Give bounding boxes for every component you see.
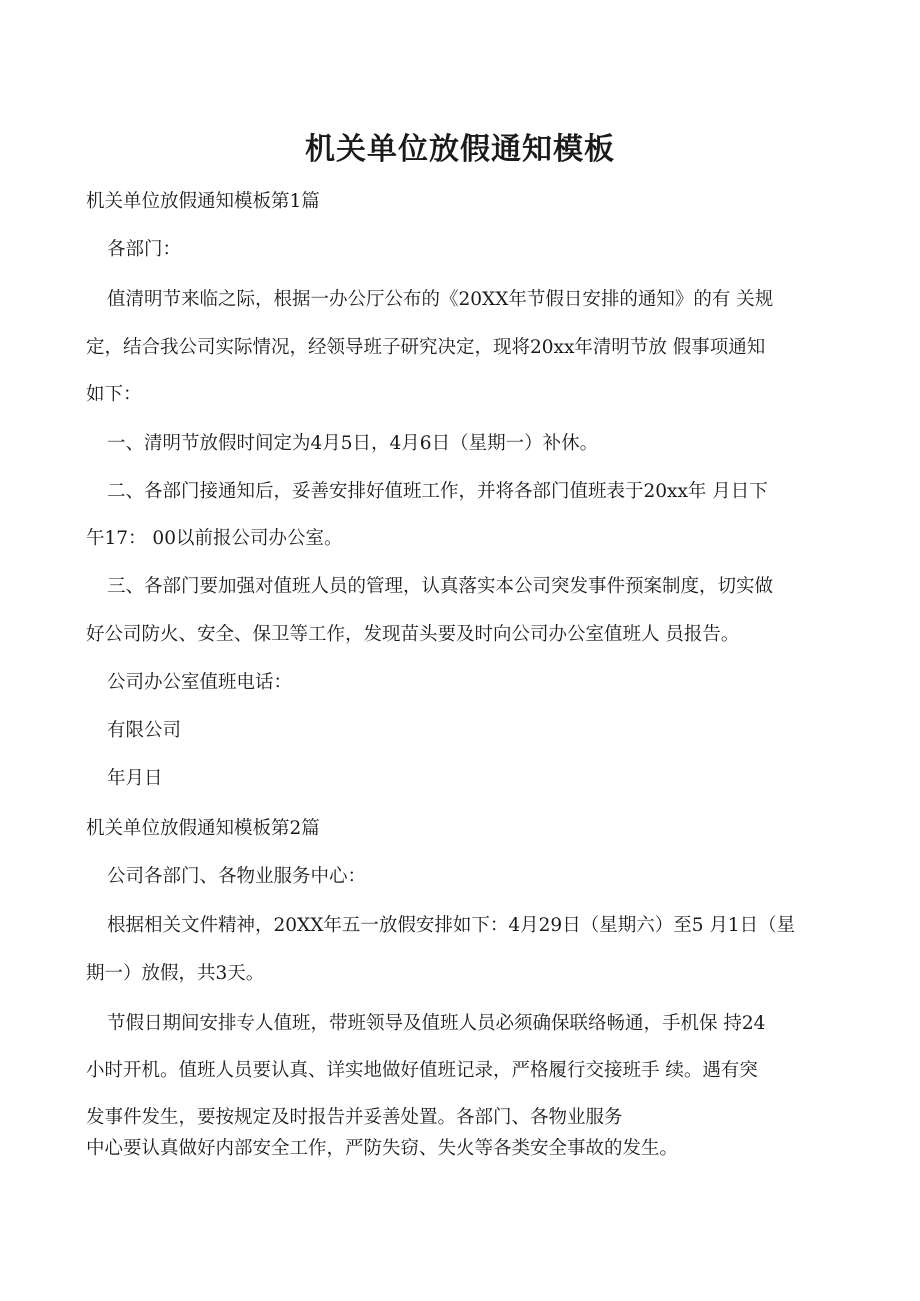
salutation-2: 公司各部门、各物业服务中心： [107,866,367,887]
paragraph-line: 二、各部门接通知后，妥善安排好值班工作，并将各部门值班表于20xx年 月日下 [107,481,768,502]
section-heading-2: 机关单位放假通知模板第2篇 [86,818,320,839]
paragraph-line: 午17： 00以前报公司办公室。 [86,528,343,549]
section-heading-1: 机关单位放假通知模板第1篇 [86,191,320,212]
paragraph-line: 三、各部门要加强对值班人员的管理，认真落实本公司突发事件预案制度，切实做 [107,576,774,597]
paragraph-line: 值清明节来临之际，根据一办公厅公布的《20XX年节假日安排的通知》的有 关规 [107,289,774,310]
paragraph-line: 节假日期间安排专人值班，带班领导及值班人员必须确保联络畅通，手机保 持24 [107,1013,766,1034]
paragraph-line: 发事件发生，要按规定及时报告并妥善处置。各部门、各物业服务 [86,1107,623,1128]
paragraph-line: 根据相关文件精神，20XX年五一放假安排如下：4月29日（星期六）至5 月1日（星 [107,915,796,936]
paragraph-line: 好公司防火、安全、保卫等工作，发现苗头要及时向公司办公室值班人 员报告。 [86,624,740,645]
paragraph-line: 一、清明节放假时间定为4月5日，4月6日（星期一）补休。 [107,433,599,454]
paragraph-line: 定，结合我公司实际情况，经领导班子研究决定，现将20xx年清明节放 假事项通知 [86,337,766,358]
salutation-1: 各部门： [107,239,182,260]
company-signature: 有限公司 [107,720,182,741]
paragraph-line: 中心要认真做好内部安全工作，严防失窃、失火等各类安全事故的发生。 [86,1138,679,1159]
phone-label: 公司办公室值班电话： [107,672,293,693]
paragraph-line: 期一）放假，共3天。 [86,963,265,984]
paragraph-line: 小时开机。值班人员要认真、详实地做好值班记录，严格履行交接班手 续。遇有突 [86,1060,758,1081]
date-line: 年月日 [107,768,163,789]
paragraph-line: 如下： [86,384,142,405]
page-title: 机关单位放假通知模板 [305,132,615,167]
